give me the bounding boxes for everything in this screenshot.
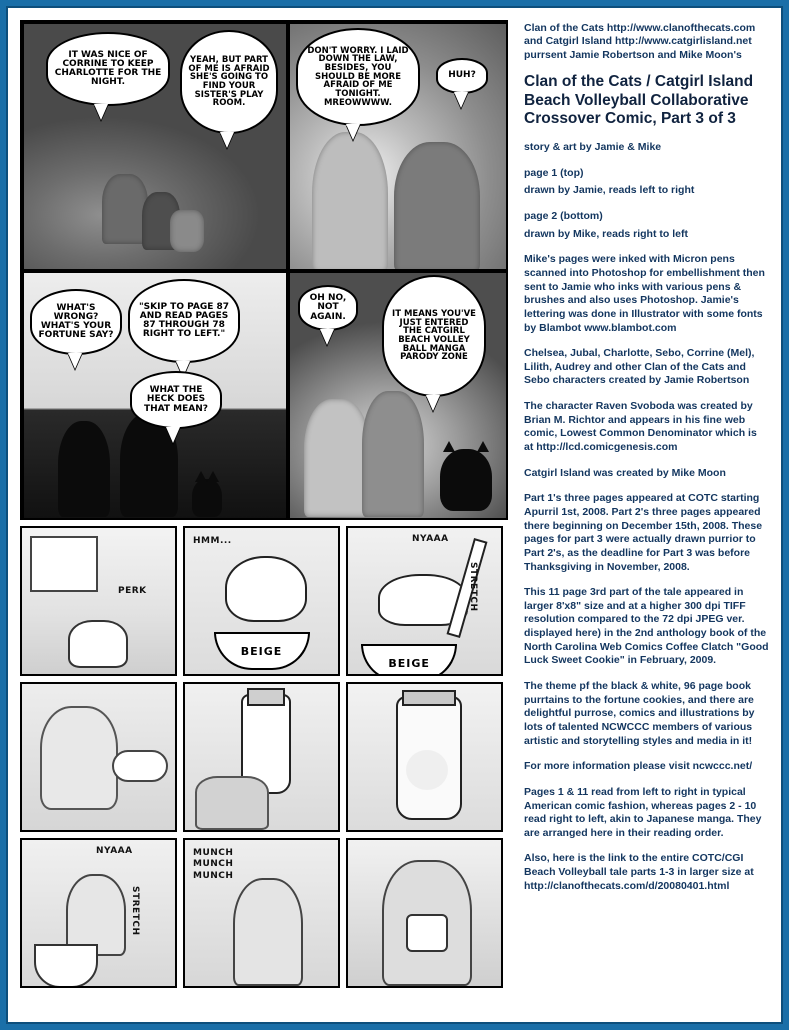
sfx-perk: PERK <box>118 586 147 596</box>
grid-panel-5 <box>183 682 340 832</box>
paragraph-characters: Chelsea, Jubal, Charlotte, Sebo, Corrine (Mel), Lilith, Audrey and other Clan of the Cats and Sebo characters created by Jamie Robertson <box>524 347 755 387</box>
black-cat <box>440 449 492 511</box>
comic-panel-1 <box>24 24 286 269</box>
sfx-nyaaa-1: NYAAA <box>412 534 449 544</box>
figure-cat <box>170 210 204 252</box>
speech-balloon-6: "SKIP TO PAGE 87 AND READ PAGES 87 THROUGH 78 RIGHT TO LEFT." <box>128 279 240 363</box>
speech-tail-7 <box>166 427 180 443</box>
comic-page-1 <box>20 20 508 520</box>
page-inner <box>12 12 777 1018</box>
figure-man-2 <box>362 391 424 517</box>
grid-panel-4 <box>20 682 177 832</box>
header-line-3: purrsent Jamie Robertson and Mike Moon's <box>524 48 742 61</box>
paragraph-catgirl-island: Catgirl Island was created by Mike Moon <box>524 466 726 479</box>
page-1-label: page 1 (top) <box>524 166 584 179</box>
figure-man <box>394 142 480 269</box>
grid-panel-2 <box>183 526 340 676</box>
comic-panel-2 <box>290 24 506 269</box>
speech-balloon-2: YEAH, BUT PART OF ME IS AFRAID SHE'S GOING TO FIND YOUR SISTER'S PLAY ROOM. <box>180 30 278 134</box>
speech-tail-5 <box>68 353 82 369</box>
comic-panel-4 <box>290 273 506 518</box>
sfx-munch: MUNCH MUNCH MUNCH <box>193 848 234 881</box>
speech-tail-2 <box>220 132 234 148</box>
page-1-detail: drawn by Jamie, reads left to right <box>524 184 695 197</box>
grid-panel-8 <box>183 838 340 988</box>
speech-balloon-1: IT WAS NICE OF CORRINE TO KEEP CHARLOTTE FOR THE NIGHT. <box>46 32 170 106</box>
speech-tail-1 <box>94 104 108 120</box>
paragraph-reading-order: Pages 1 & 11 read from left to right in typical American comic fashion, whereas pages 2 - 10 read right to left, akin to Japanese manga. They are arranged here in their reading order. <box>524 785 762 839</box>
speech-tail-4 <box>454 92 468 108</box>
speech-balloon-4: HUH? <box>436 58 488 94</box>
document-page <box>6 6 783 1024</box>
silhouette-figure-left <box>58 421 110 517</box>
figure-woman-2 <box>304 399 370 517</box>
figure-woman-hooded <box>312 132 388 269</box>
sfx-stretch-1: STRETCH <box>468 562 478 612</box>
header-line-2: and Catgirl Island http://www.catgirlisland.net <box>524 35 752 48</box>
paragraph-more-info: For more information please visit ncwccc.net/ <box>524 760 753 773</box>
grid-panel-6 <box>346 682 503 832</box>
paragraph-anthology: This 11 page 3rd part of the tale appeared in larger 8'x8" size and at a higher 300 dpi TIFF resolution compared to the 72 dpi JPEG ver. displayed here) in the 2nd anthology book of the North Carolina Web Comics Coffee Clatch "Good Luck Sweet Cookie" in February, 2009. <box>524 586 769 667</box>
speech-balloon-9: IT MEANS YOU'VE JUST ENTERED THE CATGIRL BEACH VOLLEY BALL MANGA PARODY ZONE <box>382 275 486 397</box>
grid-panel-7 <box>20 838 177 988</box>
grid-panel-1 <box>20 526 177 676</box>
speech-balloon-5: WHAT'S WRONG? WHAT'S YOUR FORTUNE SAY? <box>30 289 122 355</box>
speech-tail-8 <box>320 329 334 345</box>
speech-balloon-8: OH NO, NOT AGAIN. <box>298 285 358 331</box>
bowl-2: BEIGE <box>361 644 457 676</box>
paragraph-raven: The character Raven Svoboda was created by Brian M. Richtor and appears in his fine web comic, Lowest Common Denominator which is at http://lcd.comicgenesis.com <box>524 400 757 454</box>
sfx-stretch-2: STRETCH <box>130 886 140 936</box>
document-title: Clan of the Cats / Catgirl Island Beach Volleyball Collaborative Crossover Comic, Part 3 of 3 <box>524 73 754 127</box>
paragraph-inking: Mike's pages were inked with Micron pens scanned into Photoshop for embellishment then sent to Jamie who inks with various pens & brushes and also uses Photoshop. Jamie's lettering was done in Illustrator with some fonts by Blambot www.blambot.com <box>524 253 765 334</box>
speech-balloon-7: WHAT THE HECK DOES THAT MEAN? <box>130 371 222 429</box>
credit-line: story & art by Jamie & Mike <box>524 141 662 154</box>
header-block <box>524 22 769 62</box>
grid-panel-9 <box>346 838 503 988</box>
sidebar-text-column <box>524 22 769 1012</box>
paragraph-part-history: Part 1's three pages appeared at COTC starting Apurril 1st, 2008. Part 2's three pages appeared there beginning on December 15th, 2008. These pages for part 3 were actually drawn purrior to Part 2's, as the deadline for Part 3 was before Thanksgiving in November, 2008. <box>524 492 763 573</box>
page-2-detail: drawn by Mike, reads right to left <box>524 227 688 240</box>
sfx-nyaaa-2: NYAAA <box>96 846 133 856</box>
sfx-hmm: HMM... <box>193 536 232 546</box>
bowl-1: BEIGE <box>214 632 310 670</box>
speech-tail-9 <box>426 395 440 411</box>
paragraph-link: Also, here is the link to the entire COTC/CGI Beach Volleyball tale parts 1-3 in larger size at http://clanofthecats.com/d/20080401.html <box>524 852 754 892</box>
comic-panel-3 <box>24 273 286 518</box>
header-line-1: Clan of the Cats http://www.clanofthecats.com <box>524 22 756 34</box>
paragraph-theme: The theme pf the black & white, 96 page book purrtains to the fortune cookies, and there are delightful purrose, comics and illustrations by lots of talented NCWCCC members of various artistic and storytelling styles and media in it! <box>524 680 755 747</box>
silhouette-cat <box>192 479 222 517</box>
speech-tail-3 <box>346 124 360 140</box>
page-2-label: page 2 (bottom) <box>524 210 603 223</box>
speech-balloon-3: DON'T WORRY. I LAID DOWN THE LAW, BESIDES, YOU SHOULD BE MORE AFRAID OF ME TONIGHT. MREOWWWW. <box>296 28 420 126</box>
grid-panel-3 <box>346 526 503 676</box>
comic-area <box>20 20 508 1010</box>
page-1-credit <box>524 167 769 198</box>
comic-page-2 <box>20 526 508 1008</box>
page-2-credit <box>524 210 769 241</box>
